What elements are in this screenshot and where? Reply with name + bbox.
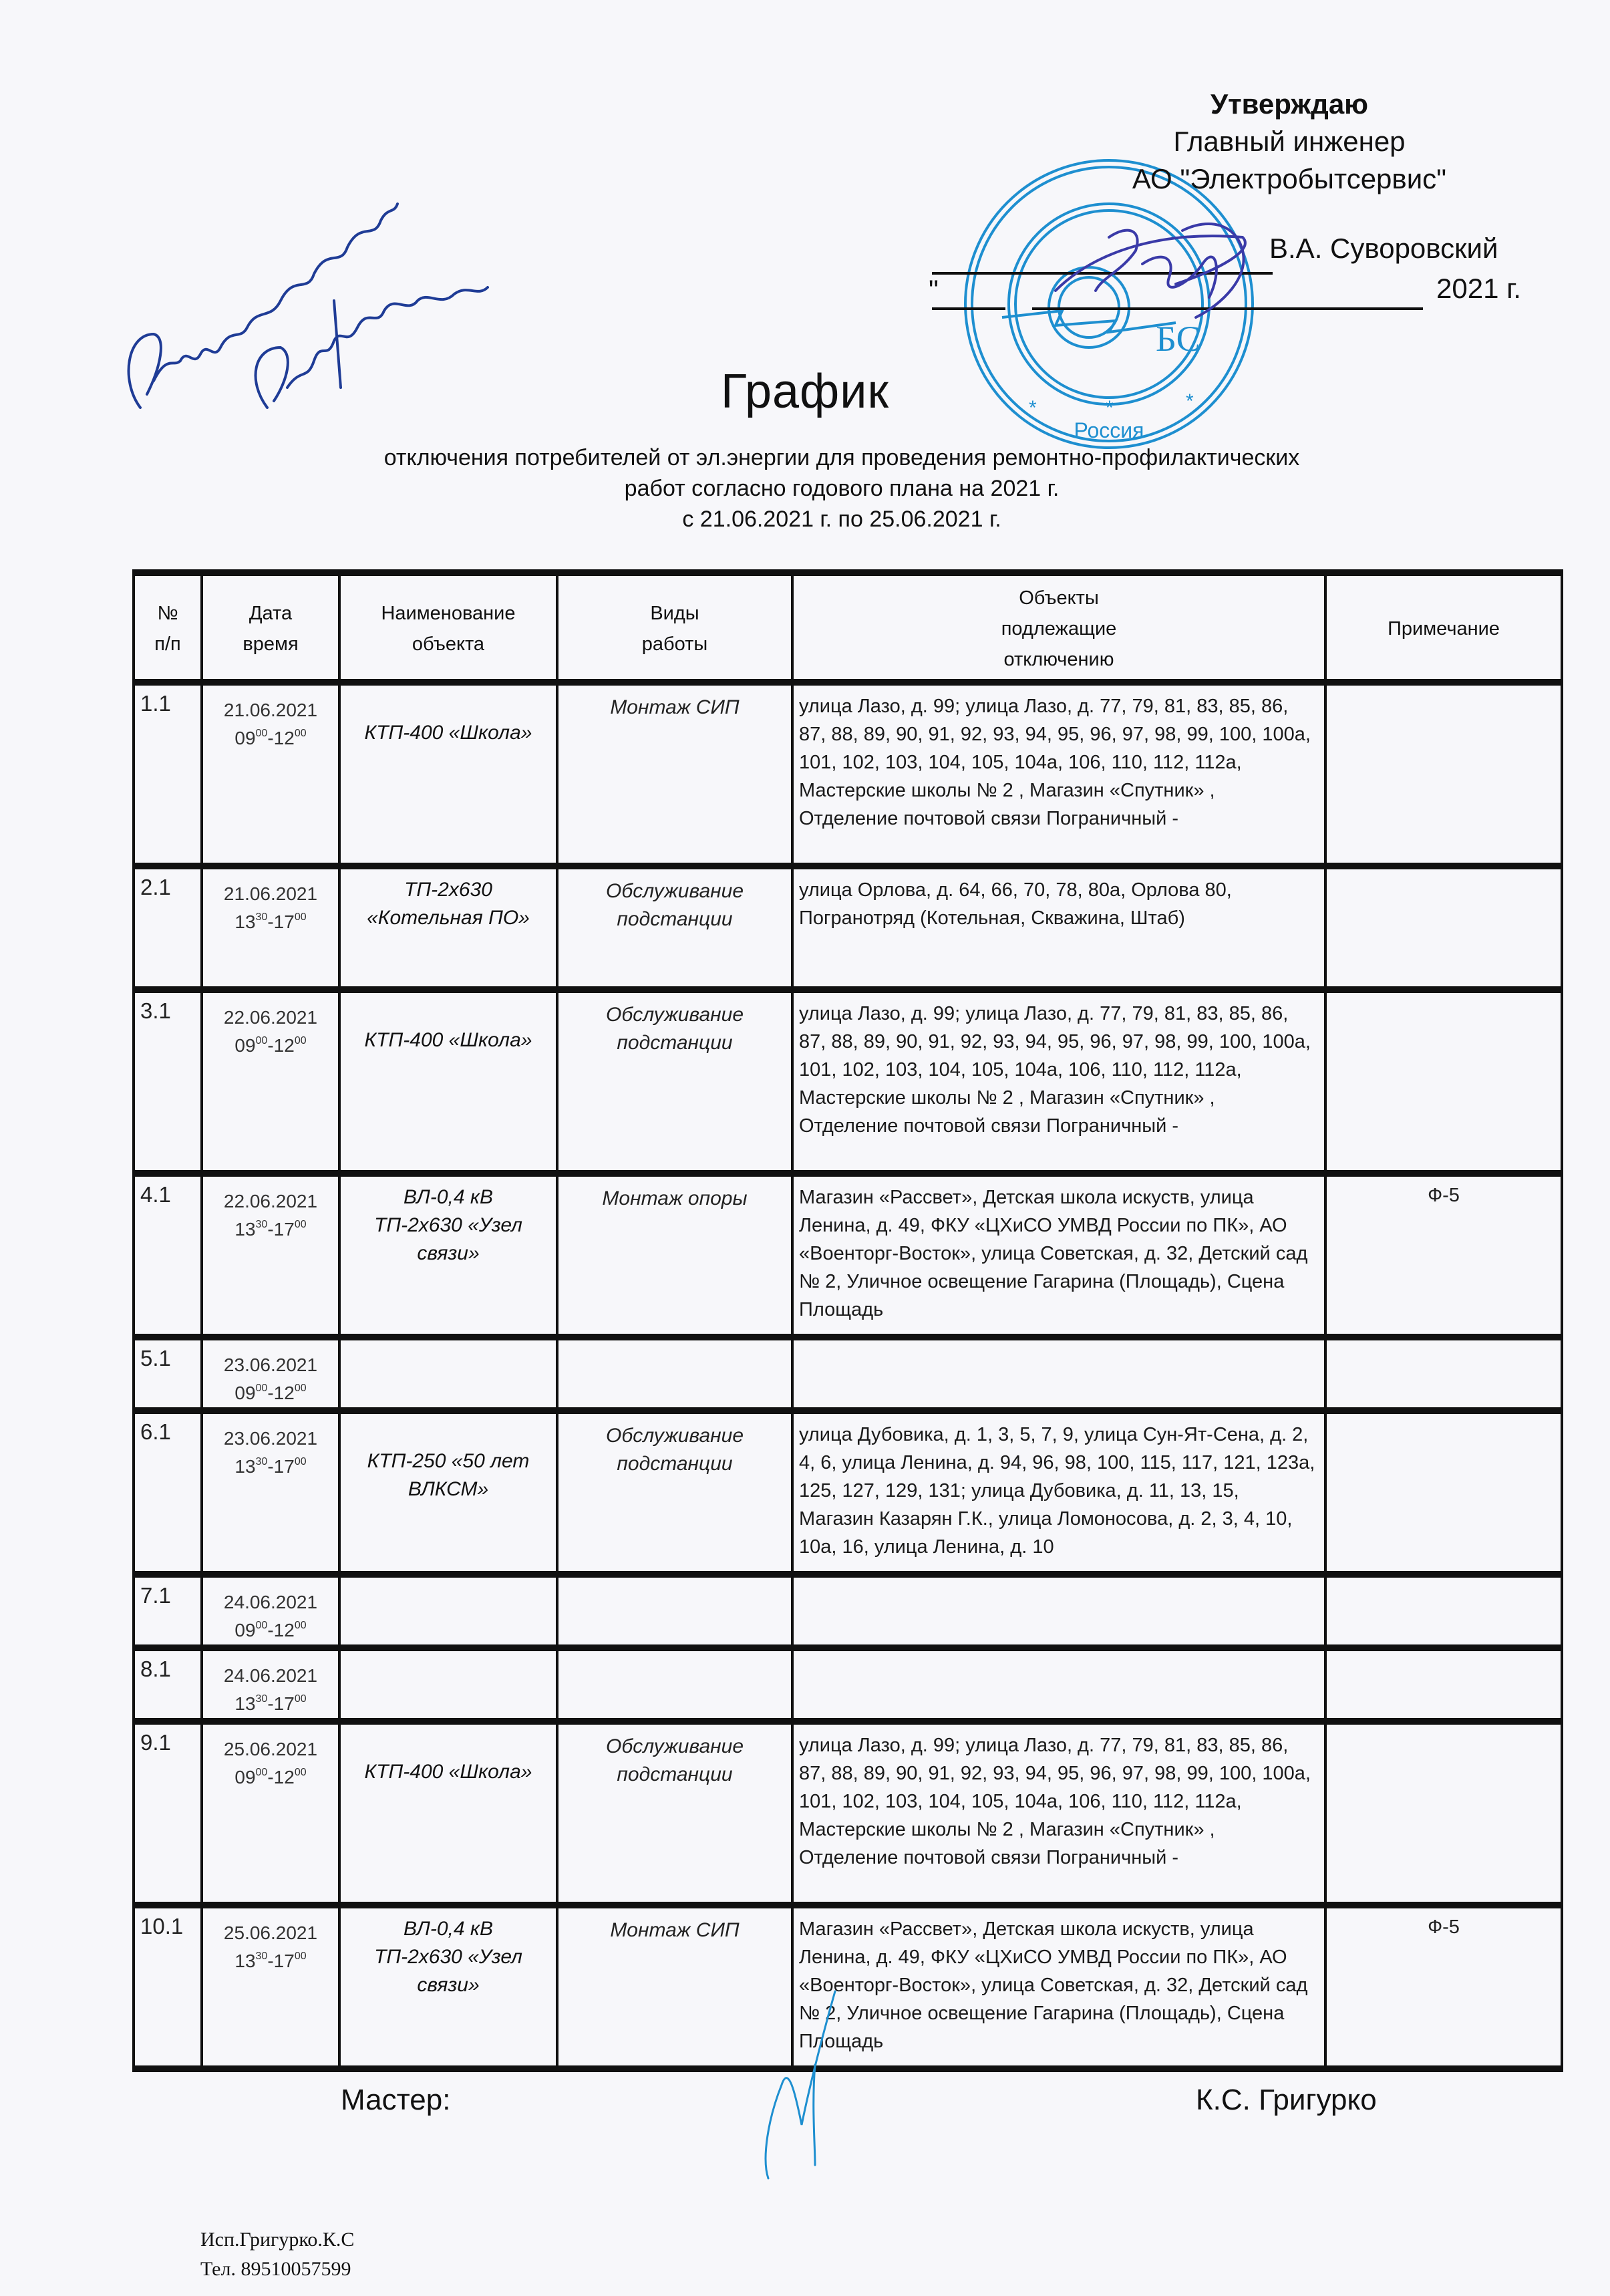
cell-object-name	[339, 1648, 557, 1721]
cell-objects: улица Лазо, д. 99; улица Лазо, д. 77, 79, 81, 83, 85, 86, 87, 88, 89, 90, 91, 92, 93, 94, 95, 96, 97, 98, 99, 100, 100а, 101, 102, 103, 104, 105, 104а, 106, 110, 112, 112а, Мастерские школы № 2 , Магазин «Спутник» , Отделение почтовой связи Пограничный -	[792, 990, 1325, 1173]
date-day-line	[932, 307, 1005, 310]
header-objects: Объекты подлежащие отключению	[792, 573, 1325, 682]
cell-num: 9.1	[134, 1721, 202, 1905]
time-range: $09^{00}-12^{00}$	[234, 1383, 307, 1403]
header-object-name: Наименование объекта	[339, 573, 557, 682]
cell-note: Ф-5	[1325, 1905, 1562, 2069]
date-value: 21.06.2021	[223, 700, 318, 720]
work-type-line: Обслуживание	[605, 1004, 744, 1026]
work-type-line: Монтаж СИП	[610, 1919, 740, 1941]
cell-date-time	[202, 1574, 339, 1648]
master-name: К.С. Григурко	[1196, 2084, 1377, 2116]
cell-date-time	[202, 1173, 339, 1337]
time-range: $09^{00}-12^{00}$	[234, 1035, 307, 1056]
table-header-row	[134, 573, 1562, 682]
cell-work-type	[557, 1648, 792, 1721]
cell-num: 1.1	[134, 682, 202, 866]
header-work-type: Виды работы	[557, 573, 792, 682]
cell-date-time	[202, 1648, 339, 1721]
table-row	[134, 1721, 1562, 1905]
svg-text:*: *	[1106, 397, 1114, 419]
date-value: 22.06.2021	[223, 1007, 318, 1028]
cell-objects: Магазин «Рассвет», Детская школа искуств, улица Ленина, д. 49, ФКУ «ЦХиСО УМВД России по ПК», АО «Военторг-Восток», улица Советская, д. 32, Детский сад № 2, Уличное освещение Гагарина (Площадь), Сцена Площадь	[792, 1173, 1325, 1337]
date-value: 22.06.2021	[223, 1191, 318, 1211]
cell-object-name	[339, 1411, 557, 1574]
time-range: $13^{30}-17^{00}$	[234, 1456, 307, 1477]
master-label: Мастер:	[341, 2084, 451, 2116]
cell-objects: улица Дубовика, д. 1, 3, 5, 7, 9, улица Сун-Ят-Сена, д. 2, 4, 6, улица Ленина, д. 94, 96, 98, 100, 115, 117, 121, 123а, 125, 127, 129, 131; улица Дубовика, д. 11, 13, 15, Магазин Казарян Г.К., улица Ломоносова, д. 2, 3, 4, 10, 10а, 16, улица Ленина, д. 10	[792, 1411, 1325, 1574]
table-row	[134, 1337, 1562, 1411]
cell-objects	[792, 1648, 1325, 1721]
cell-num: 10.1	[134, 1905, 202, 2069]
cell-date-time	[202, 1721, 339, 1905]
work-type-line: Обслуживание	[605, 1735, 744, 1757]
cell-num: 3.1	[134, 990, 202, 1173]
object-name-line: КТП-250 «50 лет ВЛКСМ»	[367, 1450, 530, 1500]
table-row	[134, 1574, 1562, 1648]
cell-note	[1325, 682, 1562, 866]
cell-object-name	[339, 866, 557, 990]
cell-work-type	[557, 1411, 792, 1574]
subtitle-line-1: отключения потребителей от эл.энергии для проведения ремонтно-профилактических	[383, 445, 1300, 470]
document-period: с 21.06.2021 г. по 25.06.2021 г.	[682, 507, 1001, 532]
cell-date-time	[202, 990, 339, 1173]
engineer-signature	[1042, 210, 1263, 331]
approval-signatory: В.А. Суворовский	[1269, 233, 1498, 264]
cell-note	[1325, 1337, 1562, 1411]
stamp-country: Россия	[1074, 418, 1144, 442]
approval-year: 2021 г.	[1436, 273, 1521, 304]
approval-block	[1029, 86, 1550, 198]
object-name-line: КТП-400 «Школа»	[364, 1029, 532, 1051]
cell-note: Ф-5	[1325, 1173, 1562, 1337]
date-value: 25.06.2021	[223, 1922, 318, 1943]
cell-num: 2.1	[134, 866, 202, 990]
cell-num: 4.1	[134, 1173, 202, 1337]
table-row	[134, 1648, 1562, 1721]
date-value: 25.06.2021	[223, 1739, 318, 1759]
cell-date-time	[202, 1905, 339, 2069]
cell-note	[1325, 1574, 1562, 1648]
approval-position: Главный инженер	[1173, 126, 1406, 157]
table-row	[134, 990, 1562, 1173]
cell-num: 5.1	[134, 1337, 202, 1411]
cell-num: 6.1	[134, 1411, 202, 1574]
header-num: № п/п	[134, 573, 202, 682]
cell-num: 7.1	[134, 1574, 202, 1648]
time-range: $13^{30}-17^{00}$	[234, 911, 307, 932]
work-type-line: Обслуживание	[605, 880, 744, 902]
object-name-line: ТП-2х630	[404, 879, 492, 901]
cell-note	[1325, 1648, 1562, 1721]
work-type-line: подстанции	[617, 1453, 733, 1475]
date-value: 24.06.2021	[223, 1592, 318, 1612]
approval-company: АО "Электробытсервис"	[1132, 163, 1447, 194]
time-range: $13^{30}-17^{00}$	[234, 1951, 307, 1971]
header-note: Примечание	[1325, 573, 1562, 682]
table-row	[134, 682, 1562, 866]
executor-info	[200, 2225, 354, 2284]
cell-object-name	[339, 990, 557, 1173]
cell-object-name	[339, 1574, 557, 1648]
work-type-line: подстанции	[617, 1032, 733, 1054]
time-range: $09^{00}-12^{00}$	[234, 728, 307, 748]
cell-work-type	[557, 1721, 792, 1905]
cell-note	[1325, 1721, 1562, 1905]
approval-date-quote: "	[929, 274, 939, 305]
cell-object-name	[339, 1905, 557, 2069]
object-name-line: ТП-2х630 «Узел связи»	[374, 1946, 522, 1996]
stamp-letters: БС	[1156, 319, 1200, 359]
work-type-line: подстанции	[617, 908, 733, 930]
executor-name: Исп.Григурко.К.С	[200, 2229, 355, 2251]
time-range: $09^{00}-12^{00}$	[234, 1767, 307, 1787]
cell-objects: улица Лазо, д. 99; улица Лазо, д. 77, 79, 81, 83, 85, 86, 87, 88, 89, 90, 91, 92, 93, 94, 95, 96, 97, 98, 99, 100, 100а, 101, 102, 103, 104, 105, 104а, 106, 110, 112, 112а, Мастерские школы № 2 , Магазин «Спутник» , Отделение почтовой связи Пограничный -	[792, 1721, 1325, 1905]
object-name-line: КТП-400 «Школа»	[364, 1761, 532, 1783]
table-row	[134, 1173, 1562, 1337]
cell-work-type	[557, 1337, 792, 1411]
date-value: 24.06.2021	[223, 1665, 318, 1686]
cell-object-name	[339, 1173, 557, 1337]
work-type-line: Обслуживание	[605, 1425, 744, 1447]
cell-num: 8.1	[134, 1648, 202, 1721]
cell-object-name	[339, 1721, 557, 1905]
cell-date-time	[202, 1411, 339, 1574]
cell-objects: Магазин «Рассвет», Детская школа искуств, улица Ленина, д. 49, ФКУ «ЦХиСО УМВД России по ПК», АО «Военторг-Восток», улица Советская, д. 32, Детский сад № 2, Уличное освещение Гагарина (Площадь), Сцена Площадь	[792, 1905, 1325, 2069]
work-type-line: Монтаж опоры	[602, 1187, 748, 1209]
cell-note	[1325, 866, 1562, 990]
cell-objects: улица Орлова, д. 64, 66, 70, 78, 80а, Орлова 80, Погранотряд (Котельная, Скважина, Штаб)	[792, 866, 1325, 990]
cell-work-type	[557, 1574, 792, 1648]
svg-text:*: *	[1186, 390, 1194, 412]
executor-phone: Тел. 89510057599	[200, 2258, 351, 2280]
work-type-line: подстанции	[617, 1763, 733, 1785]
subtitle-line-2: работ согласно годового плана на 2021 г.	[624, 476, 1060, 501]
cell-date-time	[202, 682, 339, 866]
cell-work-type	[557, 1173, 792, 1337]
cell-work-type	[557, 990, 792, 1173]
time-range: $13^{30}-17^{00}$	[234, 1693, 307, 1714]
svg-text:*: *	[1029, 397, 1037, 419]
object-name-line: ТП-2х630 «Узел связи»	[374, 1214, 522, 1264]
cell-object-name	[339, 682, 557, 866]
table-row	[134, 866, 1562, 990]
document-title: График	[721, 365, 889, 418]
object-name-line: «Котельная ПО»	[367, 907, 530, 929]
table-row	[134, 1411, 1562, 1574]
object-name-line: ВЛ-0,4 кВ	[403, 1918, 494, 1940]
cell-work-type	[557, 866, 792, 990]
outage-schedule-table	[132, 569, 1563, 2072]
header-date: Дата время	[202, 573, 339, 682]
date-value: 21.06.2021	[223, 883, 318, 904]
cell-object-name	[339, 1337, 557, 1411]
time-range: $13^{30}-17^{00}$	[234, 1219, 307, 1240]
date-value: 23.06.2021	[223, 1428, 318, 1449]
cell-note	[1325, 1411, 1562, 1574]
cell-objects	[792, 1574, 1325, 1648]
cell-objects: улица Лазо, д. 99; улица Лазо, д. 77, 79, 81, 83, 85, 86, 87, 88, 89, 90, 91, 92, 93, 94, 95, 96, 97, 98, 99, 100, 100а, 101, 102, 103, 104, 105, 104а, 106, 110, 112, 112а, Мастерские школы № 2 , Магазин «Спутник» , Отделение почтовой связи Пограничный -	[792, 682, 1325, 866]
cell-date-time	[202, 1337, 339, 1411]
cell-date-time	[202, 866, 339, 990]
cell-objects	[792, 1337, 1325, 1411]
object-name-line: КТП-400 «Школа»	[364, 722, 532, 744]
cell-work-type	[557, 682, 792, 866]
document-subtitle	[294, 442, 1390, 535]
cell-note	[1325, 990, 1562, 1173]
date-value: 23.06.2021	[223, 1354, 318, 1375]
time-range: $09^{00}-12^{00}$	[234, 1620, 307, 1640]
approval-title: Утверждаю	[1210, 88, 1369, 120]
work-type-line: Монтаж СИП	[610, 696, 740, 718]
object-name-line: ВЛ-0,4 кВ	[403, 1186, 494, 1208]
master-signature	[721, 1985, 868, 2185]
